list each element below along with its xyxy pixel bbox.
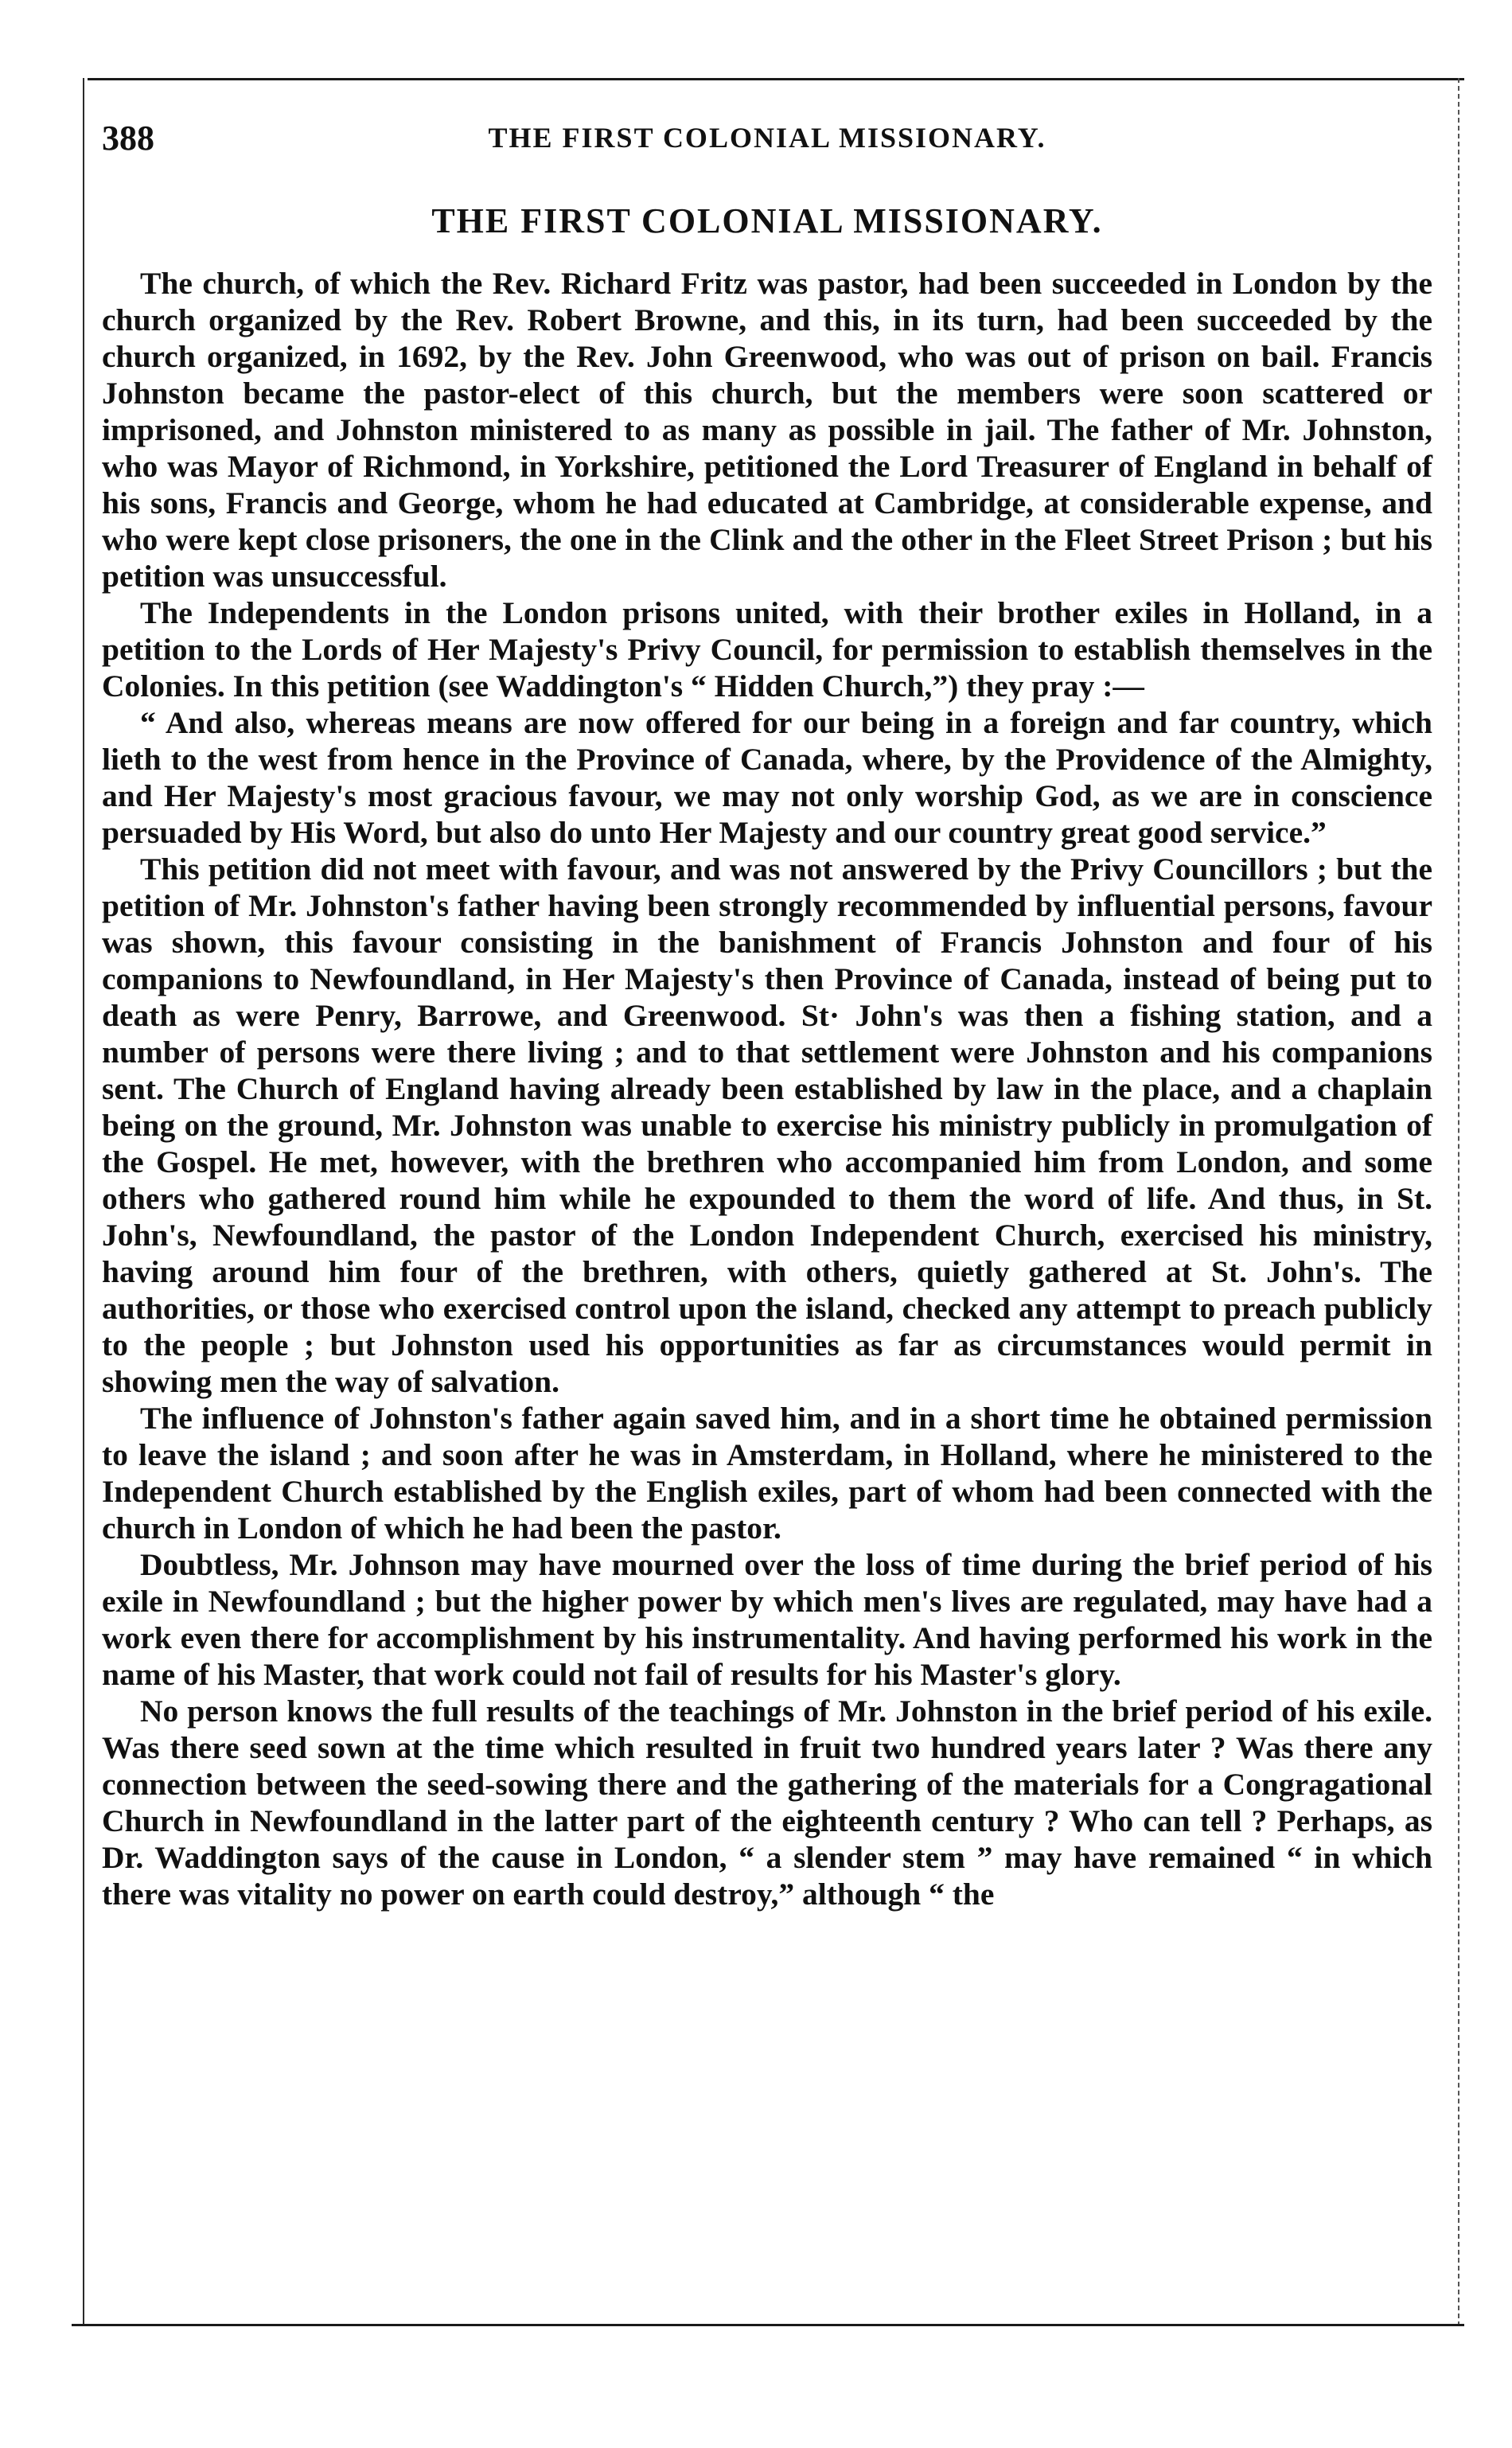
article-title: THE FIRST COLONIAL MISSIONARY. — [431, 201, 1103, 240]
paragraph: Doubtless, Mr. Johnson may have mourned over the loss of time during the brief period of his exile in Newfoundland ; but the higher power by which men's lives are regulated, may have had a work even there for accomplishment by his instrumentality. And having performed his work in the name of his Master, that work could not fail of results for his Master's glory. — [102, 1547, 1432, 1692]
paragraph: The influence of Johnston's father again saved him, and in a short time he obtained permission to leave the island ; and soon after he was in Amsterdam, in Holland, where he ministered to the Independent Church established by the English exiles, part of whom had been connected with the church in London of which he had been the pastor. — [102, 1401, 1432, 1546]
paragraph: The Independents in the London prisons united, with their brother exiles in Holland, in a petition to the Lords of Her Majesty's Privy Council, for permission to establish themselves in the Colonies. In this petition (see Waddington's “ Hidden Church,”) they pray :— — [102, 595, 1432, 704]
quotation-paragraph: “ And also, whereas means are now offered for our being in a foreign and far country, which lieth to the west from hence in the Province of Canada, where, by the Providence of the Almighty, and Her Majesty's most gracious favour, we may not only worship God, as we are in conscience persuaded by His Word, but also do unto Her Majesty and our country great good service.” — [102, 705, 1432, 850]
running-head — [102, 118, 1432, 181]
paragraph: The church, of which the Rev. Richard Fritz was pastor, had been succeeded in London by the church organized by the Rev. Robert Browne, and this, in its turn, had been succeeded by the church organized, in 1692, by the Rev. John Greenwood, who was out of prison on bail. Francis Johnston became the pastor-elect of this church, but the members were soon scattered or imprisoned, and Johnston ministered to as many as possible in jail. The father of Mr. Johnston, who was Mayor of Richmond, in Yorkshire, petitioned the Lord Treasurer of England in behalf of his sons, Francis and George, whom he had educated at Cambridge, at considerable expense, and who were kept close prisoners, the one in the Clink and the other in the Fleet Street Prison ; but his petition was unsuccessful. — [102, 266, 1432, 594]
paragraph: This petition did not meet with favour, and was not answered by the Privy Councillors ; but the petition of Mr. Johnston's father having been strongly recommended by influential persons, favour was shown, this favour consisting in the banishment of Francis Johnston and four of his companions to Newfoundland, in Her Majesty's then Province of Canada, instead of being put to death as were Penry, Barrowe, and Greenwood. St· John's was then a fishing station, and a number of persons were there living ; and to that settlement were Johnston and his companions sent. The Church of England having already been established by law in the place, and a chaplain being on the ground, Mr. Johnston was unable to exercise his ministry publicly in promulgation of the Gospel. He met, however, with the brethren who accompanied him from London, and some others who gathered round him while he expounded to them the word of life. And thus, in St. John's, Newfoundland, the pastor of the London Independent Church, exercised his ministry, having around him four of the brethren, with others, quietly gathered at St. John's. The authorities, or those who exercised control upon the island, checked any attempt to preach publicly to the people ; but Johnston used his opportunities as far as circumstances would permit in showing men the way of salvation. — [102, 852, 1432, 1399]
paragraph: No person knows the full results of the teachings of Mr. Johnston in the brief period of his exile. Was there seed sown at the time which resulted in fruit two hundred years later ? Was there any connection between the seed-sowing there and the gathering of the materials for a Congragational Church in Newfoundland in the latter part of the eighteenth century ? Who can tell ? Perhaps, as Dr. Waddington says of the cause in London, “ a slender stem ” may have remained “ in which there was vitality no power on earth could destroy,” although “ the — [102, 1694, 1432, 1912]
page-number: 388 — [102, 119, 154, 158]
running-title: THE FIRST COLONIAL MISSIONARY. — [488, 122, 1046, 154]
right-margin-rule — [1458, 78, 1459, 2326]
book-page — [102, 118, 1432, 1912]
bottom-rule — [72, 2324, 1464, 2326]
left-margin-rule — [83, 78, 84, 2326]
top-rule — [88, 78, 1464, 80]
article-body — [102, 265, 1432, 1912]
